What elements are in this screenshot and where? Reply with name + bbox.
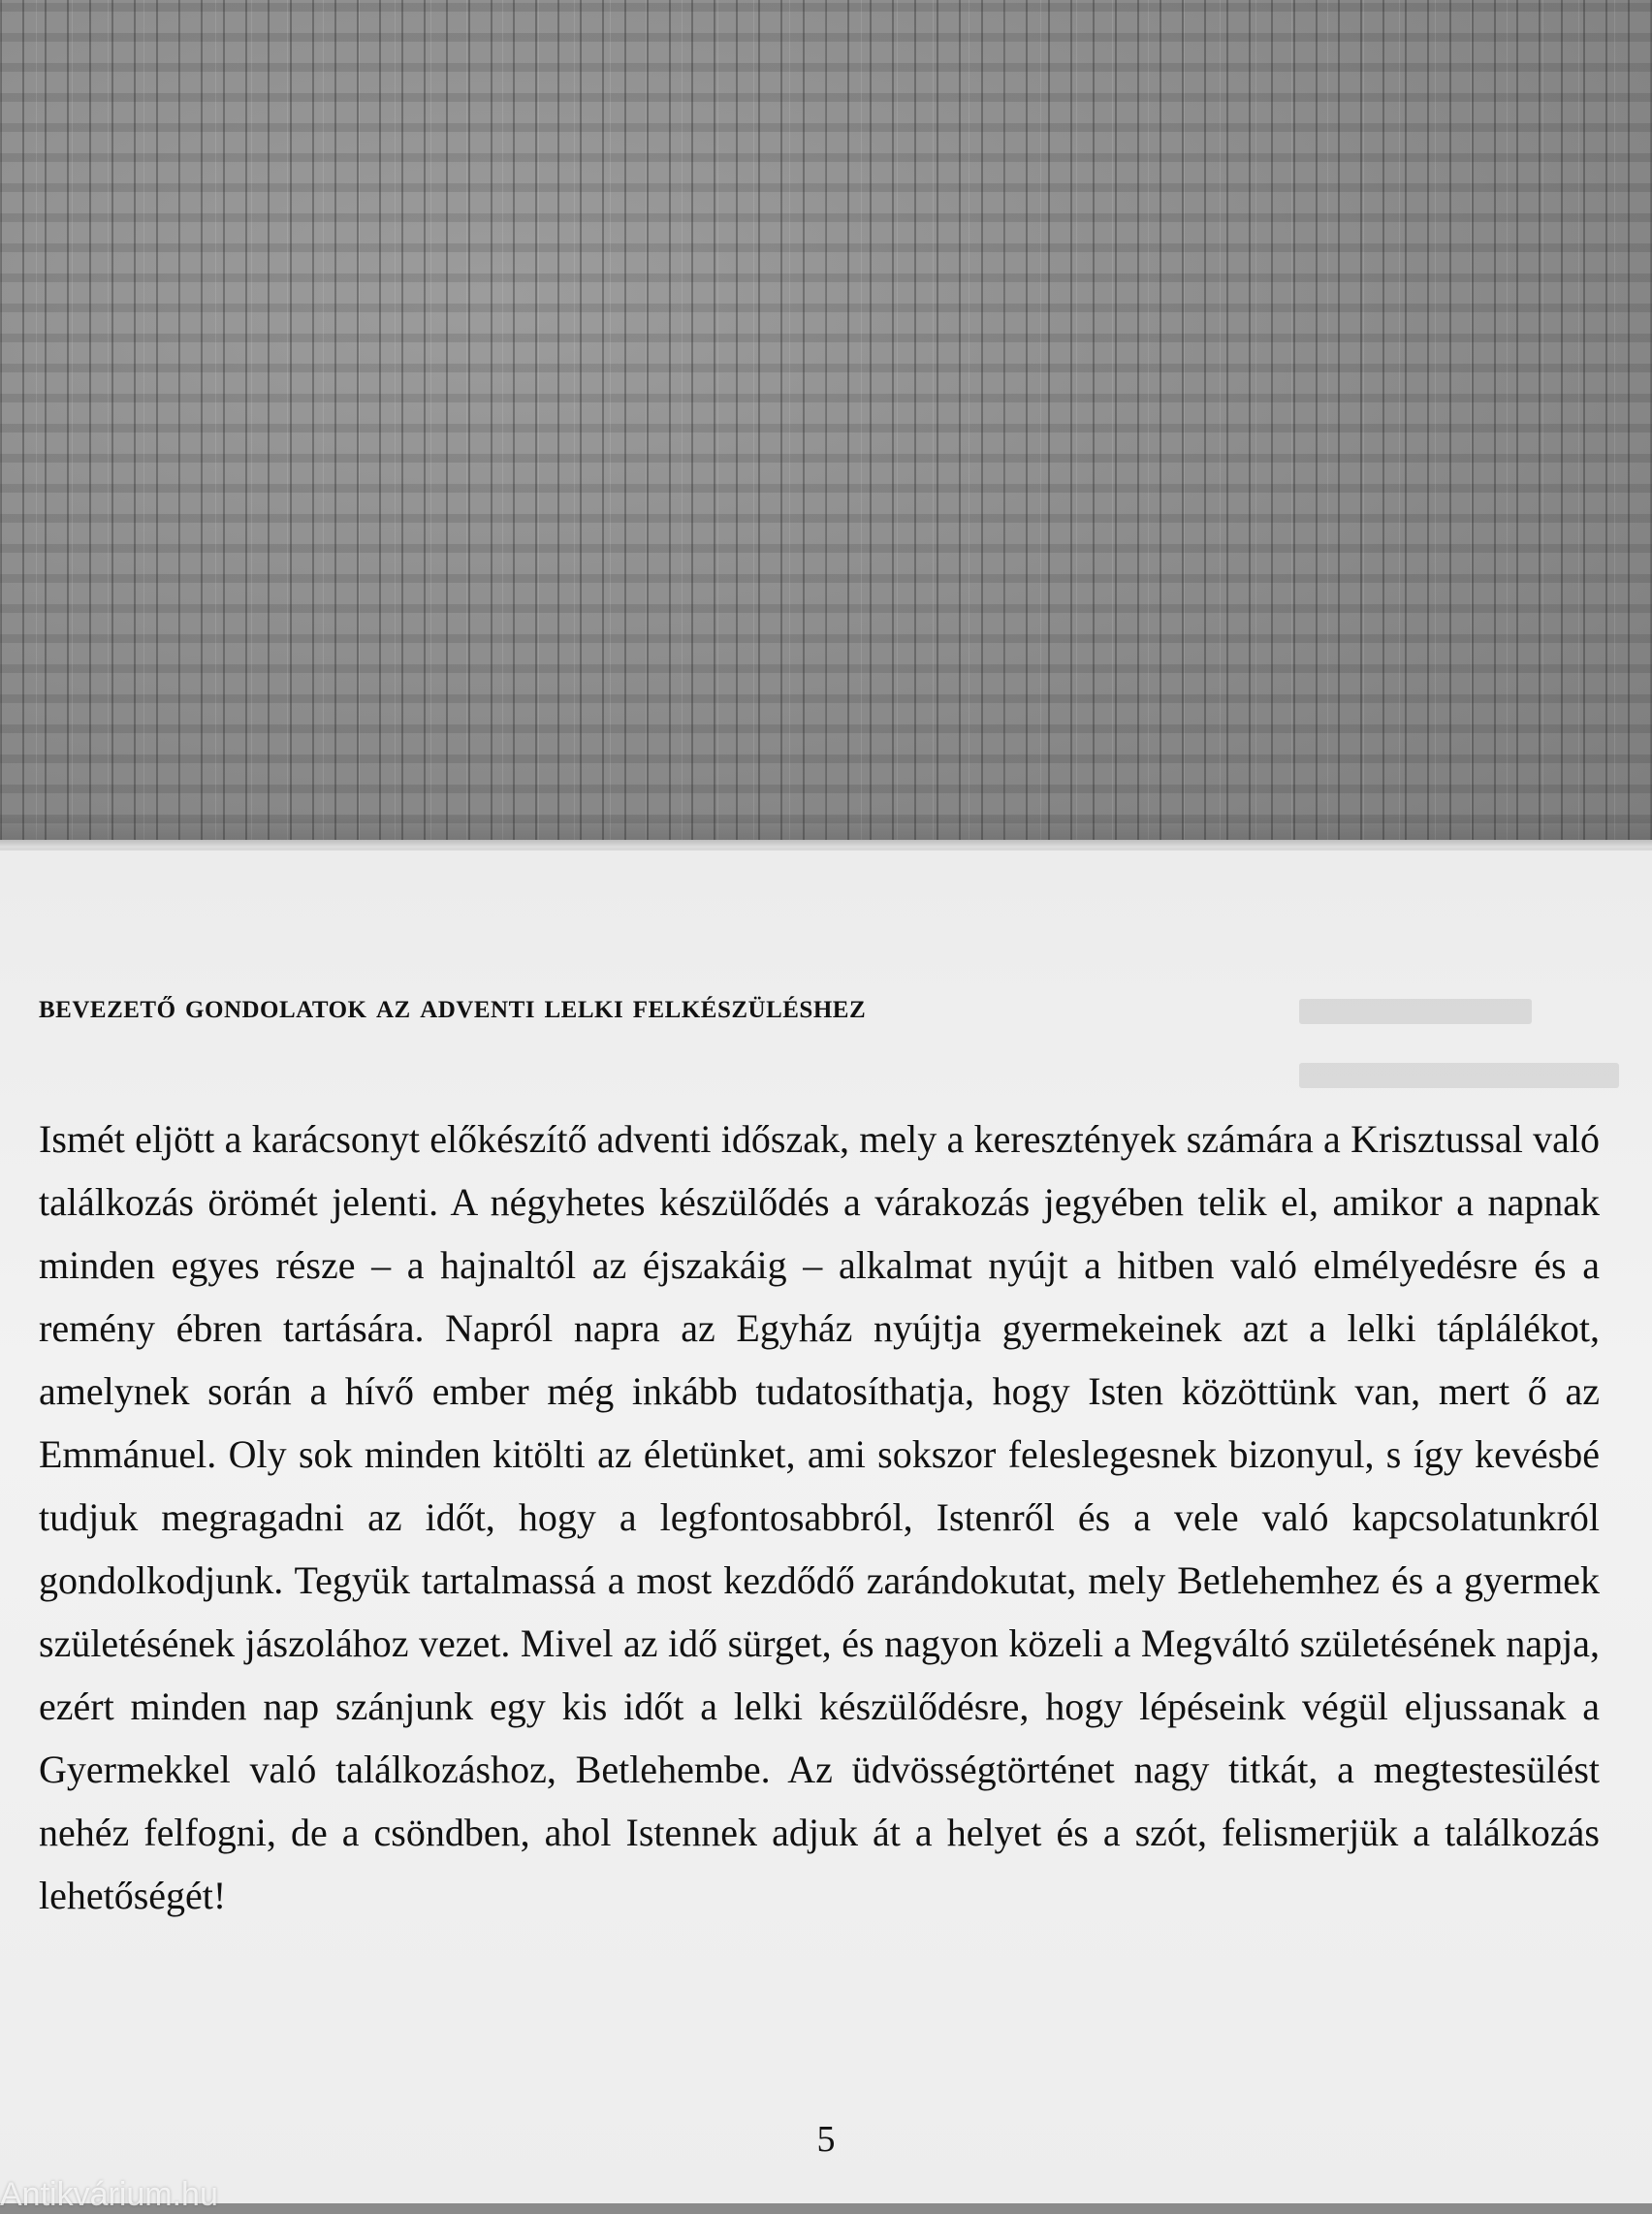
- page-number: 5: [816, 2119, 836, 2160]
- watermark-text: Antikvárium.hu: [0, 2176, 218, 2213]
- textured-background-cover: [0, 0, 1652, 853]
- page-edge: [0, 840, 1652, 848]
- section-heading: bevezető gondolatok az adventi lelki felkészüléshez: [39, 986, 867, 1025]
- show-through-text: [1299, 1063, 1619, 1088]
- body-paragraph: Ismét eljött a karácsonyt előkészítő adventi időszak, mely a keresztények számára a Krisztussal való találkozás örömét jelenti. A négyhetes készülődés a várakozás jegyében telik el, amikor a napnak minden egyes része – a hajnaltól az éjszakáig – alkalmat nyújt a hitben való elmélyedésre és a remény ébren tartására. Napról napra az Egyház nyújtja gyermekeinek azt a lelki táplálékot, amelynek során a hívő ember még inkább tudatosíthatja, hogy Isten közöttünk van, mert ő az Emmánuel. Oly sok minden kitölti az életünket, ami sokszor feleslegesnek bizonyul, s így kevésbé tudjuk megragadni az időt, hogy a legfontosabbról, Istenről és a vele való kapcsolatunkról gondolkodjunk. Tegyük tartalmassá a most kezdődő zarándokutat, mely Betlehemhez és a gyermek születésének jászolához vezet. Mivel az idő sürget, és nagyon közeli a Megváltó születésének napja, ezért minden nap szánjunk egy kis időt a lelki készülődésre, hogy lépéseink végül eljussanak a Gyermekkel való találkozáshoz, Betlehembe. Az üdvösségtörténet nagy titkát, a megtestesülést nehéz felfogni, de a csöndben, ahol Istennek adjuk át a helyet és a szót, felismerjük a találkozás lehetőségét!: [39, 1117, 1600, 1917]
